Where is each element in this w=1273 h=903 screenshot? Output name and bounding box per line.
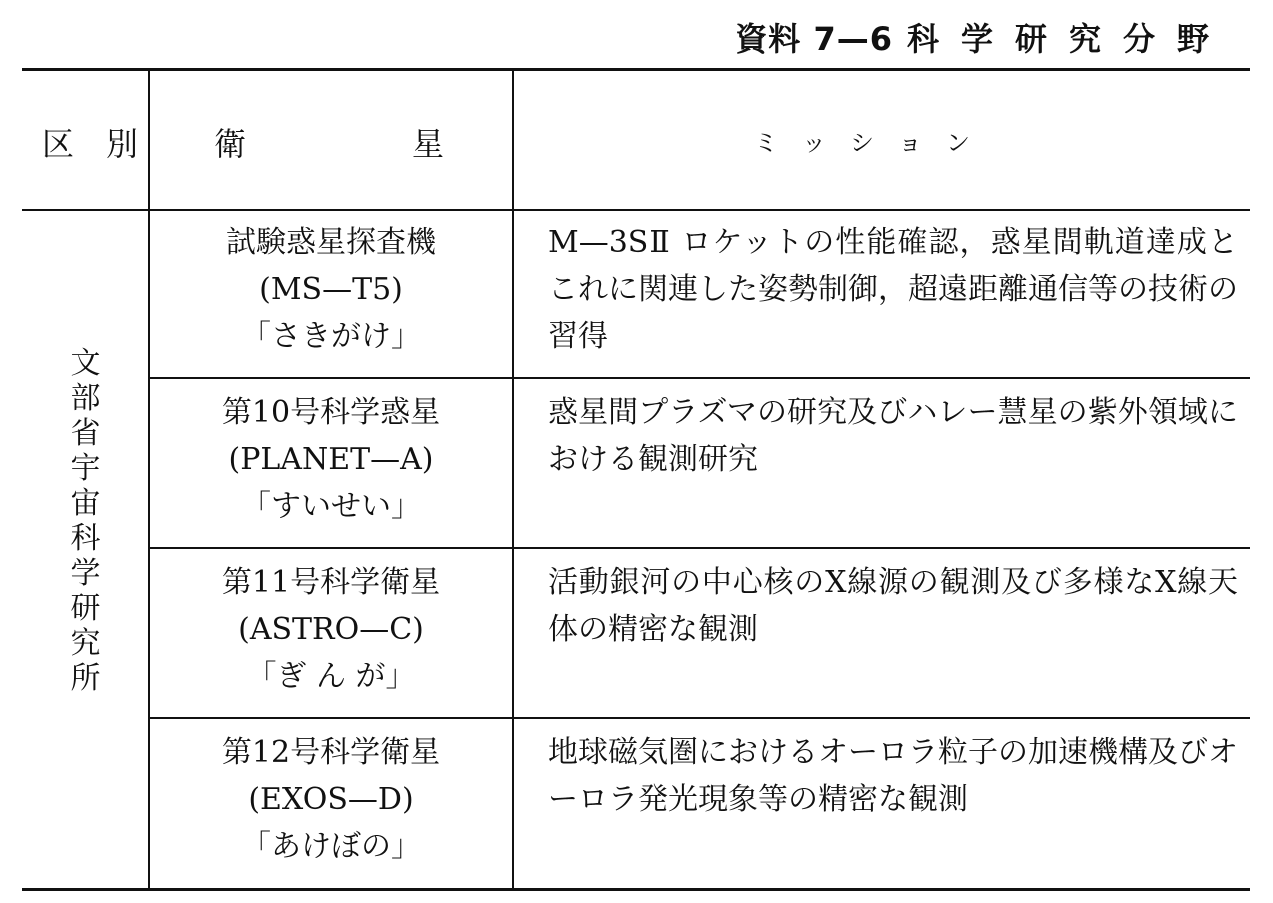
document-title-text: 科学研究分野	[906, 20, 1231, 58]
satellite-name: 第12号科学衛星	[221, 735, 441, 770]
organization-char: 宙	[70, 486, 101, 521]
mission-cell-1: M—3SⅡ ロケットの性能確認，惑星間軌道達成とこれに関連した姿勢制御，超遠距離通信等の技術の習得	[548, 225, 1238, 354]
organization-char: 究	[70, 626, 101, 661]
satellite-cell-3	[149, 559, 513, 700]
header-mission: ミ ッ シ ョ ン	[754, 129, 970, 157]
header-satellite-left: 衛	[214, 125, 247, 163]
row-divider-3	[149, 717, 1250, 719]
row-divider-1	[149, 377, 1250, 379]
satellite-nickname: 「さきがけ」	[241, 319, 421, 354]
document-number: 資料 7—6	[735, 20, 893, 58]
satellite-name: 第11号科学衛星	[221, 565, 441, 600]
header-divider	[22, 209, 1250, 211]
organization-char: 部	[70, 381, 101, 416]
row-divider-2	[149, 547, 1250, 549]
organization-char: 文	[70, 346, 101, 381]
document-title	[735, 14, 1231, 60]
organization-char: 所	[70, 661, 101, 696]
satellite-code: (EXOS—D)	[248, 782, 414, 817]
satellite-nickname: 「あけぼの」	[241, 829, 421, 864]
header-category: 区 別	[42, 125, 139, 163]
satellite-code: (ASTRO—C)	[238, 612, 424, 647]
organization-char: 科	[70, 521, 101, 556]
organization-char: 研	[70, 591, 101, 626]
organization-char: 学	[70, 556, 101, 591]
satellite-cell-1	[149, 219, 513, 360]
satellite-nickname: 「ぎ ん が」	[246, 659, 416, 694]
satellite-cell-2	[149, 389, 513, 530]
satellite-name: 試験惑星探査機	[226, 225, 436, 260]
organization-char: 宇	[70, 451, 101, 486]
satellite-code: (PLANET—A)	[228, 442, 434, 477]
mission-cell-4: 地球磁気圏におけるオーロラ粒子の加速機構及びオーロラ発光現象等の精密な観測	[548, 735, 1238, 817]
science-satellite-table	[22, 68, 1250, 891]
satellite-nickname: 「すいせい」	[241, 489, 421, 524]
header-satellite-right: 星	[412, 125, 445, 163]
satellite-code: (MS—T5)	[259, 272, 403, 307]
mission-cell-2: 惑星間プラズマの研究及びハレー慧星の紫外領域における観測研究	[548, 395, 1238, 477]
organization-char: 省	[70, 416, 101, 451]
satellite-name: 第10号科学惑星	[221, 395, 441, 430]
organization-name	[22, 346, 149, 696]
mission-cell-3: 活動銀河の中心核のX線源の観測及び多様なX線天体の精密な観測	[548, 565, 1238, 647]
satellite-cell-4	[149, 729, 513, 870]
